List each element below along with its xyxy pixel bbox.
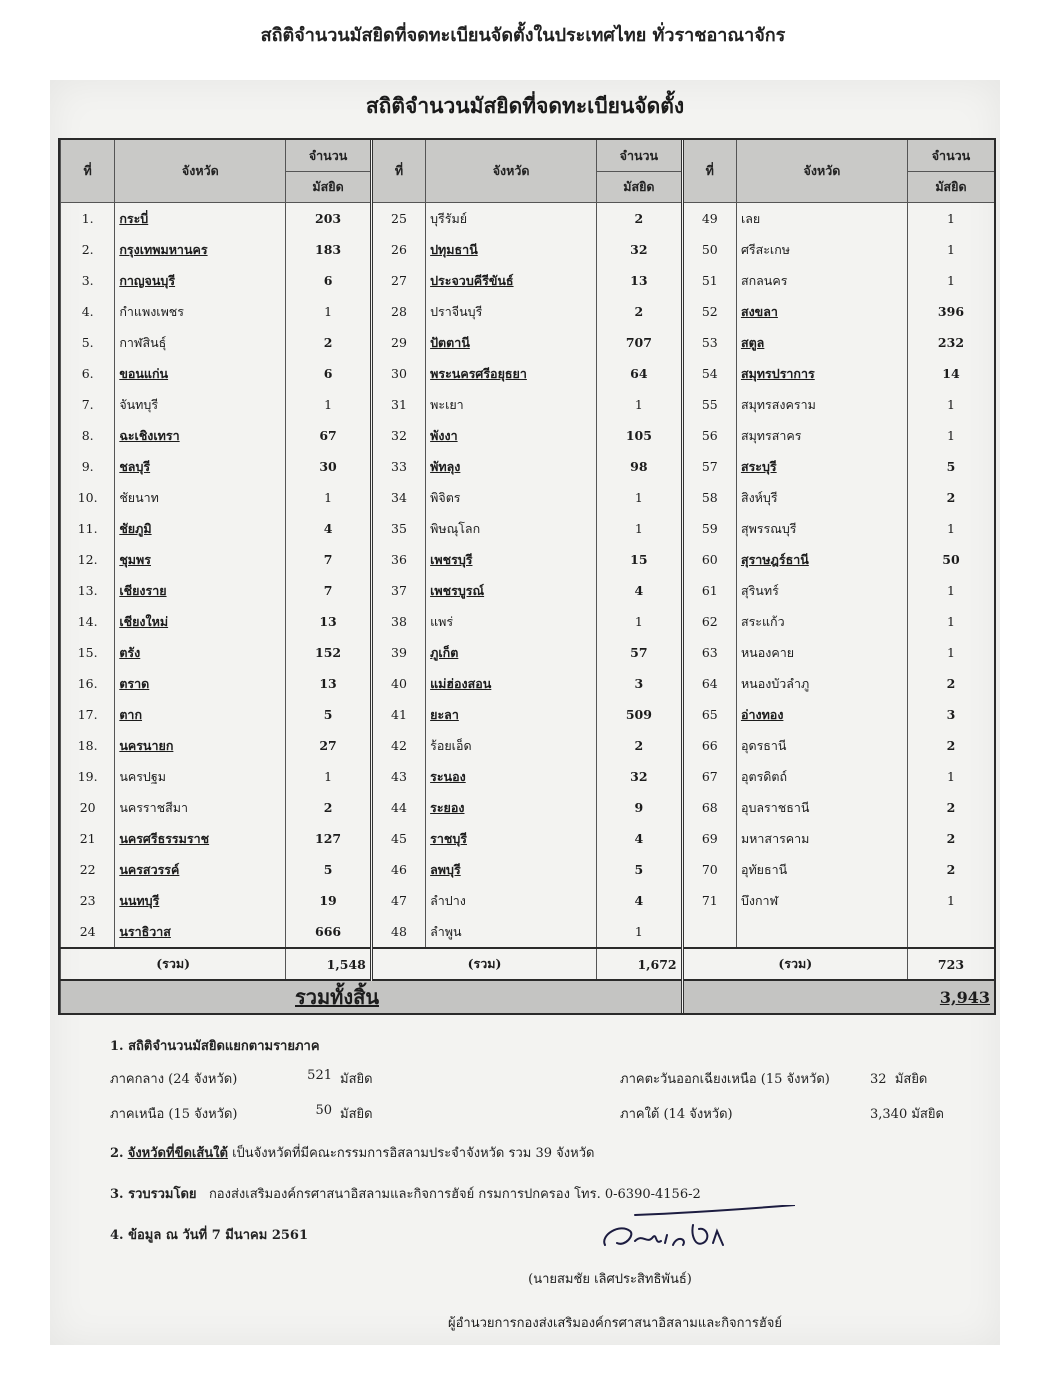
province-name-cell: สมุทรสาคร — [736, 420, 907, 451]
row-number-cell: 63 — [682, 637, 736, 668]
row-number-cell: 42 — [371, 730, 425, 761]
province-name-cell: อุบลราชธานี — [736, 792, 907, 823]
row-number-cell: 14. — [61, 606, 115, 637]
mosque-count-cell: 1 — [907, 761, 994, 792]
province-name-cell: สุราษฎร์ธานี — [736, 544, 907, 575]
row-number-cell: 32 — [371, 420, 425, 451]
mosque-count-cell: 3 — [907, 699, 994, 730]
row-number-cell: 31 — [371, 389, 425, 420]
mosque-count-cell: 5 — [597, 854, 683, 885]
mosque-count-cell: 396 — [907, 296, 994, 327]
table-row — [61, 265, 995, 296]
mosque-count-cell: 13 — [597, 265, 683, 296]
province-name-cell: สมุทรปราการ — [736, 358, 907, 389]
mosque-count-cell: 14 — [907, 358, 994, 389]
table-row — [61, 420, 995, 451]
region-south-label: ภาคใต้ (14 จังหวัด) — [620, 1107, 733, 1122]
mosque-count-cell: 5 — [286, 854, 372, 885]
note-4: 4. ข้อมูล ณ วันที่ 7 มีนาคม 2561 — [110, 1228, 309, 1243]
province-name-cell: สตูล — [736, 327, 907, 358]
province-name-cell: บึงกาฬ — [736, 885, 907, 916]
row-number-cell: 33 — [371, 451, 425, 482]
row-number-cell: 30 — [371, 358, 425, 389]
row-number-cell: 22 — [61, 854, 115, 885]
table-body — [61, 203, 995, 949]
mosque-count-cell: 1 — [597, 606, 683, 637]
region-northeast-unit: มัสยิด — [894, 1072, 928, 1087]
mosque-count-cell: 2 — [597, 296, 683, 327]
header-no-2: ที่ — [371, 140, 425, 203]
header-no-1: ที่ — [61, 140, 115, 203]
province-name-cell: พังงา — [426, 420, 597, 451]
grand-total-row — [61, 980, 995, 1013]
mosque-count-cell: 1 — [597, 482, 683, 513]
mosque-count-cell: 1 — [907, 885, 994, 916]
subtotal-value-3: 723 — [907, 948, 994, 980]
province-name-cell: พิษณุโลก — [426, 513, 597, 544]
header-province-2: จังหวัด — [426, 140, 597, 203]
mosque-count-cell: 64 — [597, 358, 683, 389]
row-number-cell: 37 — [371, 575, 425, 606]
region-central-unit: มัสยิด — [340, 1072, 373, 1087]
row-number-cell: 20 — [61, 792, 115, 823]
row-number-cell: 8. — [61, 420, 115, 451]
mosque-count-cell: 1 — [907, 575, 994, 606]
mosque-count-cell: 1 — [597, 513, 683, 544]
row-number-cell: 55 — [682, 389, 736, 420]
row-number-cell: 24 — [61, 916, 115, 948]
province-name-cell: บุรีรัมย์ — [426, 203, 597, 235]
region-north-count: 50 — [315, 1103, 332, 1118]
row-number-cell: 26 — [371, 234, 425, 265]
mosque-count-cell: 98 — [597, 451, 683, 482]
mosque-count-cell: 127 — [286, 823, 372, 854]
header-province-1: จังหวัด — [115, 140, 286, 203]
row-number-cell: 5. — [61, 327, 115, 358]
table-row — [61, 885, 995, 916]
mosque-count-cell: 1 — [597, 916, 683, 948]
province-name-cell: ปราจีนบุรี — [426, 296, 597, 327]
province-name-cell — [736, 916, 907, 948]
row-number-cell: 50 — [682, 234, 736, 265]
mosque-count-cell: 19 — [286, 885, 372, 916]
mosque-count-cell: 50 — [907, 544, 994, 575]
row-number-cell: 68 — [682, 792, 736, 823]
mosque-count-cell: 7 — [286, 544, 372, 575]
mosque-count-cell: 707 — [597, 327, 683, 358]
scanned-document — [50, 80, 1000, 1345]
province-name-cell: ระยอง — [426, 792, 597, 823]
row-number-cell: 3. — [61, 265, 115, 296]
province-name-cell: ปทุมธานี — [426, 234, 597, 265]
row-number-cell: 36 — [371, 544, 425, 575]
region-northeast-value — [870, 1068, 980, 1089]
row-number-cell: 15. — [61, 637, 115, 668]
note-3-text: กองส่งเสริมองค์กรศาสนาอิสลามและกิจการฮัจย์ กรมการปกครอง โทร. 0-6390-4156-2 — [208, 1187, 701, 1202]
province-name-cell: เพชรบูรณ์ — [426, 575, 597, 606]
table-row — [61, 358, 995, 389]
mosque-count-cell: 2 — [907, 854, 994, 885]
row-number-cell: 21 — [61, 823, 115, 854]
row-number-cell: 29 — [371, 327, 425, 358]
province-name-cell: นราธิวาส — [115, 916, 286, 948]
mosque-count-cell: 1 — [907, 389, 994, 420]
signer-name: (นายสมชัย เลิศประสิทธิพันธ์) — [528, 1272, 692, 1287]
table-row — [61, 668, 995, 699]
province-name-cell: ตราด — [115, 668, 286, 699]
region-south-count: 3,340 — [870, 1107, 908, 1122]
mosque-count-cell: 666 — [286, 916, 372, 948]
row-number-cell: 40 — [371, 668, 425, 699]
subtotal-label-3: (รวม) — [682, 948, 907, 980]
table-row — [61, 792, 995, 823]
province-name-cell: ตรัง — [115, 637, 286, 668]
row-number-cell: 71 — [682, 885, 736, 916]
row-number-cell: 56 — [682, 420, 736, 451]
header-count-top-1: จำนวน — [286, 140, 372, 172]
row-number-cell: 64 — [682, 668, 736, 699]
province-name-cell: พระนครศรีอยุธยา — [426, 358, 597, 389]
mosque-count-cell: 4 — [286, 513, 372, 544]
handwritten-signature — [595, 1205, 795, 1255]
mosque-count-cell: 1 — [907, 420, 994, 451]
mosque-count-cell: 15 — [597, 544, 683, 575]
mosque-count-cell: 7 — [286, 575, 372, 606]
note-3 — [110, 1183, 970, 1204]
province-name-cell: นครนายก — [115, 730, 286, 761]
mosque-count-cell: 5 — [286, 699, 372, 730]
grand-total-label: รวมทั้งสิ้น — [295, 985, 379, 1009]
province-name-cell: อุตรดิตถ์ — [736, 761, 907, 792]
region-summary — [110, 1068, 970, 1124]
mosque-count-cell: 1 — [907, 513, 994, 544]
row-number-cell: 61 — [682, 575, 736, 606]
row-number-cell: 45 — [371, 823, 425, 854]
province-name-cell: เพชรบุรี — [426, 544, 597, 575]
row-number-cell: 2. — [61, 234, 115, 265]
mosque-count-cell: 1 — [286, 482, 372, 513]
table-row — [61, 513, 995, 544]
mosque-count-cell: 2 — [907, 823, 994, 854]
province-name-cell: กรุงเทพมหานคร — [115, 234, 286, 265]
province-name-cell: ฉะเชิงเทรา — [115, 420, 286, 451]
row-number-cell: 57 — [682, 451, 736, 482]
region-south-value — [870, 1103, 980, 1124]
province-name-cell: ภูเก็ต — [426, 637, 597, 668]
province-name-cell: สุรินทร์ — [736, 575, 907, 606]
province-name-cell: นครสวรรค์ — [115, 854, 286, 885]
mosque-count-cell: 27 — [286, 730, 372, 761]
row-number-cell: 49 — [682, 203, 736, 235]
province-name-cell: กระบี่ — [115, 203, 286, 235]
province-name-cell: กาญจนบุรี — [115, 265, 286, 296]
row-number-cell: 35 — [371, 513, 425, 544]
province-name-cell: กาฬสินธุ์ — [115, 327, 286, 358]
mosque-stats-table — [60, 140, 994, 1013]
table-row — [61, 606, 995, 637]
row-number-cell: 23 — [61, 885, 115, 916]
table-row — [61, 761, 995, 792]
mosque-count-cell — [907, 916, 994, 948]
province-name-cell: สกลนคร — [736, 265, 907, 296]
mosque-count-cell: 4 — [597, 885, 683, 916]
mosque-count-cell: 2 — [597, 203, 683, 235]
row-number-cell: 7. — [61, 389, 115, 420]
subtotal-value-1: 1,548 — [286, 948, 372, 980]
row-number-cell: 48 — [371, 916, 425, 948]
mosque-count-cell: 152 — [286, 637, 372, 668]
row-number-cell: 13. — [61, 575, 115, 606]
province-name-cell: สงขลา — [736, 296, 907, 327]
header-province-3: จังหวัด — [736, 140, 907, 203]
row-number-cell: 34 — [371, 482, 425, 513]
row-number-cell: 46 — [371, 854, 425, 885]
province-name-cell: สระแก้ว — [736, 606, 907, 637]
province-name-cell: ปัตตานี — [426, 327, 597, 358]
province-name-cell: ระนอง — [426, 761, 597, 792]
mosque-count-cell: 509 — [597, 699, 683, 730]
page-heading: สถิติจำนวนมัสยิดที่จดทะเบียนจัดตั้งในประเทศไทย ทั่วราชอาณาจักร — [260, 25, 786, 46]
region-north-label: ภาคเหนือ (15 จังหวัด) — [110, 1107, 238, 1122]
region-central-count: 521 — [307, 1068, 332, 1083]
region-northeast-label: ภาคตะวันออกเฉียงเหนือ (15 จังหวัด) — [620, 1072, 830, 1087]
row-number-cell: 12. — [61, 544, 115, 575]
mosque-count-cell: 1 — [907, 637, 994, 668]
table-row — [61, 575, 995, 606]
row-number-cell: 25 — [371, 203, 425, 235]
row-number-cell: 70 — [682, 854, 736, 885]
province-name-cell: สระบุรี — [736, 451, 907, 482]
mosque-count-cell: 13 — [286, 668, 372, 699]
province-name-cell: ตาก — [115, 699, 286, 730]
header-no-3: ที่ — [682, 140, 736, 203]
row-number-cell: 1. — [61, 203, 115, 235]
table-row — [61, 203, 995, 235]
mosque-count-cell: 3 — [597, 668, 683, 699]
row-number-cell: 17. — [61, 699, 115, 730]
province-name-cell: นครปฐม — [115, 761, 286, 792]
row-number-cell: 11. — [61, 513, 115, 544]
mosque-count-cell: 203 — [286, 203, 372, 235]
province-name-cell: จันทบุรี — [115, 389, 286, 420]
row-number-cell: 28 — [371, 296, 425, 327]
mosque-count-cell: 57 — [597, 637, 683, 668]
mosque-count-cell: 30 — [286, 451, 372, 482]
province-name-cell: ราชบุรี — [426, 823, 597, 854]
row-number-cell: 16. — [61, 668, 115, 699]
table-row — [61, 327, 995, 358]
mosque-count-cell: 6 — [286, 265, 372, 296]
row-number-cell: 69 — [682, 823, 736, 854]
note-2 — [110, 1142, 970, 1163]
region-central-label: ภาคกลาง (24 จังหวัด) — [110, 1072, 238, 1087]
province-name-cell: ลพบุรี — [426, 854, 597, 885]
row-number-cell: 67 — [682, 761, 736, 792]
province-name-cell: ชัยนาท — [115, 482, 286, 513]
mosque-count-cell: 4 — [597, 575, 683, 606]
province-name-cell: พัทลุง — [426, 451, 597, 482]
row-number-cell: 52 — [682, 296, 736, 327]
mosque-count-cell: 2 — [907, 482, 994, 513]
province-name-cell: พะเยา — [426, 389, 597, 420]
row-number-cell: 41 — [371, 699, 425, 730]
notes-section — [110, 1035, 970, 1265]
province-name-cell: แม่ฮ่องสอน — [426, 668, 597, 699]
mosque-count-cell: 5 — [907, 451, 994, 482]
province-name-cell: หนองคาย — [736, 637, 907, 668]
province-name-cell: เชียงใหม่ — [115, 606, 286, 637]
mosque-count-cell: 1 — [907, 234, 994, 265]
province-name-cell: ประจวบคีรีขันธ์ — [426, 265, 597, 296]
table-row — [61, 389, 995, 420]
province-name-cell: อ่างทอง — [736, 699, 907, 730]
province-name-cell: เชียงราย — [115, 575, 286, 606]
note-2-text: เป็นจังหวัดที่มีคณะกรรมการอิสลามประจำจังหวัด รวม 39 จังหวัด — [232, 1146, 595, 1161]
province-name-cell: สมุทรสงคราม — [736, 389, 907, 420]
mosque-count-cell: 105 — [597, 420, 683, 451]
mosque-count-cell: 2 — [907, 730, 994, 761]
province-name-cell: ลำปาง — [426, 885, 597, 916]
mosque-count-cell: 1 — [597, 389, 683, 420]
header-count-bottom-3: มัสยิด — [907, 172, 994, 203]
mosque-count-cell: 2 — [907, 792, 994, 823]
row-number-cell: 38 — [371, 606, 425, 637]
row-number-cell: 62 — [682, 606, 736, 637]
mosque-count-cell: 183 — [286, 234, 372, 265]
document-title: สถิติจำนวนมัสยิดที่จดทะเบียนจัดตั้ง — [365, 93, 685, 118]
mosque-count-cell: 13 — [286, 606, 372, 637]
mosque-count-cell: 4 — [597, 823, 683, 854]
mosque-count-cell: 6 — [286, 358, 372, 389]
row-number-cell: 10. — [61, 482, 115, 513]
header-count-top-3: จำนวน — [907, 140, 994, 172]
province-name-cell: นนทบุรี — [115, 885, 286, 916]
province-name-cell: หนองบัวลำภู — [736, 668, 907, 699]
mosque-count-cell: 9 — [597, 792, 683, 823]
subtotal-label-2: (รวม) — [371, 948, 596, 980]
mosque-count-cell: 67 — [286, 420, 372, 451]
row-number-cell: 53 — [682, 327, 736, 358]
row-number-cell: 4. — [61, 296, 115, 327]
province-name-cell: กำแพงเพชร — [115, 296, 286, 327]
province-name-cell: พิจิตร — [426, 482, 597, 513]
row-number-cell: 54 — [682, 358, 736, 389]
row-number-cell: 66 — [682, 730, 736, 761]
mosque-count-cell: 32 — [597, 761, 683, 792]
mosque-count-cell: 2 — [286, 792, 372, 823]
subtotal-value-2: 1,672 — [597, 948, 683, 980]
row-number-cell: 47 — [371, 885, 425, 916]
signer-title: ผู้อำนวยการกองส่งเสริมองค์กรศาสนาอิสลามและกิจการฮัจย์ — [447, 1316, 782, 1331]
province-name-cell: นครราชสีมา — [115, 792, 286, 823]
province-name-cell: ยะลา — [426, 699, 597, 730]
mosque-count-cell: 1 — [286, 296, 372, 327]
table-row — [61, 730, 995, 761]
mosque-count-cell: 2 — [286, 327, 372, 358]
table-row — [61, 234, 995, 265]
row-number-cell: 6. — [61, 358, 115, 389]
province-name-cell: สุพรรณบุรี — [736, 513, 907, 544]
note-1-title: 1. สถิติจำนวนมัสยิดแยกตามรายภาค — [110, 1039, 320, 1054]
table-row — [61, 854, 995, 885]
mosque-count-cell: 1 — [907, 265, 994, 296]
row-number-cell: 9. — [61, 451, 115, 482]
row-number-cell: 65 — [682, 699, 736, 730]
province-name-cell: แพร่ — [426, 606, 597, 637]
row-number-cell: 43 — [371, 761, 425, 792]
row-number-cell — [682, 916, 736, 948]
province-name-cell: อุทัยธานี — [736, 854, 907, 885]
table-row — [61, 482, 995, 513]
mosque-stats-table-wrap — [58, 138, 996, 1015]
region-north-unit: มัสยิด — [340, 1107, 373, 1122]
header-count-bottom-1: มัสยิด — [286, 172, 372, 203]
mosque-count-cell: 1 — [907, 606, 994, 637]
table-row — [61, 296, 995, 327]
subtotal-label-1: (รวม) — [61, 948, 286, 980]
row-number-cell: 44 — [371, 792, 425, 823]
mosque-count-cell: 2 — [597, 730, 683, 761]
row-number-cell: 58 — [682, 482, 736, 513]
row-number-cell: 27 — [371, 265, 425, 296]
row-number-cell: 19. — [61, 761, 115, 792]
mosque-count-cell: 1 — [907, 203, 994, 235]
note-2-prefix: 2. — [110, 1146, 124, 1161]
row-number-cell: 51 — [682, 265, 736, 296]
mosque-count-cell: 232 — [907, 327, 994, 358]
table-row — [61, 699, 995, 730]
row-number-cell: 18. — [61, 730, 115, 761]
region-northeast-count: 32 — [870, 1072, 887, 1087]
mosque-count-cell: 1 — [286, 389, 372, 420]
province-name-cell: ร้อยเอ็ด — [426, 730, 597, 761]
header-count-top-2: จำนวน — [597, 140, 683, 172]
province-name-cell: นครศรีธรรมราช — [115, 823, 286, 854]
row-number-cell: 59 — [682, 513, 736, 544]
row-number-cell: 39 — [371, 637, 425, 668]
province-name-cell: เลย — [736, 203, 907, 235]
province-name-cell: ชุมพร — [115, 544, 286, 575]
province-name-cell: ชัยภูมิ — [115, 513, 286, 544]
region-south-unit: มัสยิด — [911, 1107, 944, 1122]
table-row — [61, 823, 995, 854]
province-name-cell: สิงห์บุรี — [736, 482, 907, 513]
province-name-cell: มหาสารคาม — [736, 823, 907, 854]
mosque-count-cell: 2 — [907, 668, 994, 699]
mosque-count-cell: 32 — [597, 234, 683, 265]
table-row — [61, 637, 995, 668]
table-row — [61, 544, 995, 575]
note-3-bold: 3. รวบรวมโดย — [110, 1187, 197, 1202]
province-name-cell: ศรีสะเกษ — [736, 234, 907, 265]
province-name-cell: ขอนแก่น — [115, 358, 286, 389]
province-name-cell: ชลบุรี — [115, 451, 286, 482]
header-count-bottom-2: มัสยิด — [597, 172, 683, 203]
table-row — [61, 451, 995, 482]
table-row — [61, 916, 995, 948]
grand-total-value: 3,943 — [682, 980, 994, 1013]
row-number-cell: 60 — [682, 544, 736, 575]
province-name-cell: อุดรธานี — [736, 730, 907, 761]
note-2-bold: จังหวัดที่ขีดเส้นใต้ — [127, 1146, 228, 1161]
subtotal-row — [61, 948, 995, 980]
mosque-count-cell: 1 — [286, 761, 372, 792]
province-name-cell: ลำพูน — [426, 916, 597, 948]
